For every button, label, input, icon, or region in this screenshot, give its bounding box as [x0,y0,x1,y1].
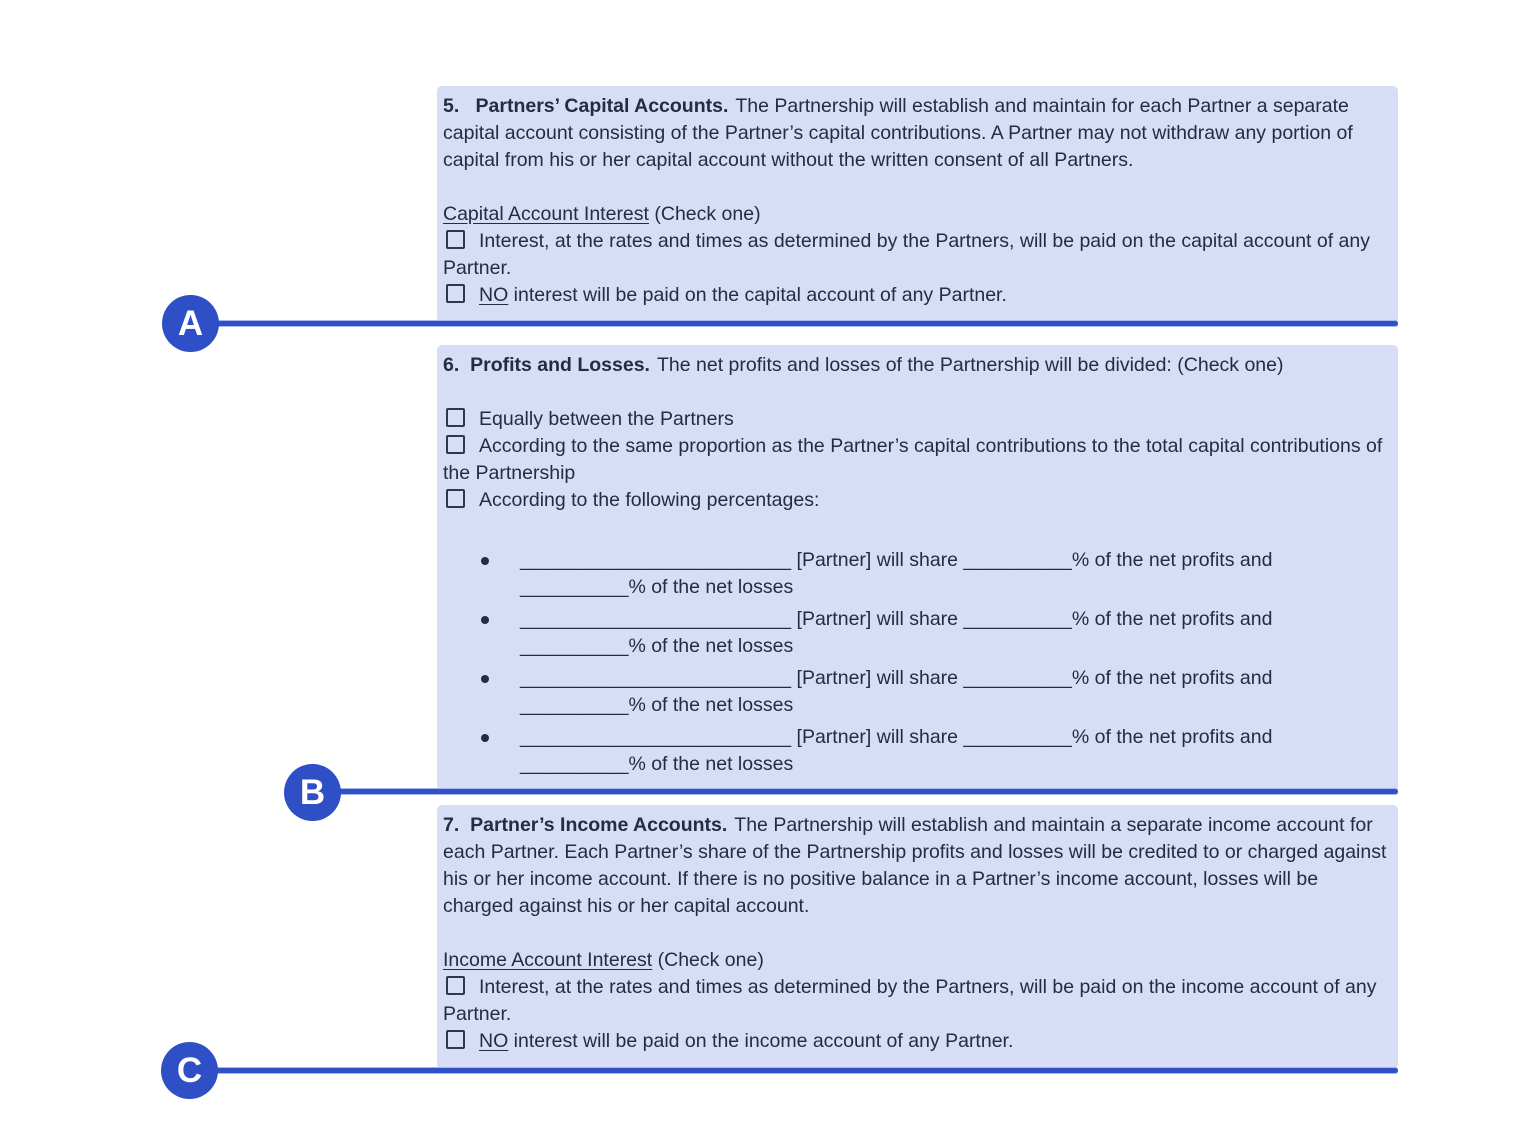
badge-c-label: C [176,1050,203,1090]
option-label: According to the following percentages: [479,489,820,511]
spacer [443,174,1388,201]
bullet-dot [481,616,489,624]
checkbox[interactable] [446,976,465,995]
bullet-dot [481,734,489,742]
capital-interest-option-2 [443,282,1388,309]
checkbox[interactable] [446,1030,465,1049]
badge-a-label: A [177,303,204,343]
section-7-body: The Partnership will establish and maintain a separate income account for each Partner. Each Partner’s share of the Partnership profits and losses will be credited to or charged against his or her income account. If there is no positive balance in a Partner’s income account, losses will be charged against his or her capital account. [443,814,1387,917]
bullet-dot [481,675,489,683]
percentage-bullet [481,547,1388,601]
section-5-paragraph [443,93,1388,174]
percentage-bullet [481,724,1388,778]
option-label: Equally between the Partners [479,408,734,430]
section-7-heading: 7. Partner’s Income Accounts. [443,814,728,836]
bullet-blank-line-2[interactable]: __________% of the net losses [520,753,794,775]
check-one-note: (Check one) [657,949,764,971]
annotation-badge-b [284,764,341,821]
check-one-note: (Check one) [654,203,761,225]
capital-account-interest-line [443,201,1388,228]
bullet-blank-line-1[interactable]: _________________________ [Partner] will share __________% of the net profits and [520,726,1273,748]
bullet-blank-line-2[interactable]: __________% of the net losses [520,635,794,657]
bullet-blank-line-2[interactable]: __________% of the net losses [520,576,794,598]
annotation-line-c [189,1068,1398,1073]
bullet-blank-line-2[interactable]: __________% of the net losses [520,694,794,716]
option-label: interest will be paid on the capital account of any Partner. [508,284,1007,306]
bullet-blank-line-1[interactable]: _________________________ [Partner] will share __________% of the net profits and [520,608,1273,630]
income-interest-option-1 [443,974,1388,1028]
option-label: Interest, at the rates and times as determined by the Partners, will be paid on the capital account of any Partner. [443,230,1371,279]
percentage-bullet [481,606,1388,660]
section-partners-capital-accounts [437,86,1398,323]
annotation-line-a [190,321,1398,326]
annotation-line-b [312,789,1398,794]
section-6-paragraph [443,352,1388,379]
annotation-badge-c [161,1042,218,1099]
checkbox[interactable] [446,230,465,249]
section-6-heading: 6. Profits and Losses. [443,354,650,376]
profits-option-proportion [443,433,1388,487]
income-account-interest-line [443,947,1388,974]
checkbox[interactable] [446,284,465,303]
section-profits-and-losses [437,345,1398,791]
percentage-bullet [481,665,1388,719]
bullet-dot [481,557,489,565]
option-label: According to the same proportion as the Partner’s capital contributions to the total capital contributions of the Partnership [443,435,1383,484]
capital-interest-option-1 [443,228,1388,282]
section-5-heading: 5. Partners’ Capital Accounts. [443,95,729,117]
checkbox[interactable] [446,489,465,508]
no-emphasis: NO [479,1030,509,1052]
profits-option-equally [443,406,1388,433]
profits-option-percentages [443,487,1388,514]
capital-account-interest-label: Capital Account Interest [443,203,649,225]
section-6-body: The net profits and losses of the Partnership will be divided: (Check one) [656,354,1284,376]
spacer [443,379,1388,406]
income-interest-option-2 [443,1028,1388,1055]
option-label: interest will be paid on the income account of any Partner. [508,1030,1014,1052]
annotation-badge-a [162,295,219,352]
checkbox[interactable] [446,435,465,454]
no-emphasis: NO [479,284,509,306]
checkbox[interactable] [446,408,465,427]
income-account-interest-label: Income Account Interest [443,949,653,971]
spacer [443,920,1388,947]
percentage-bullet-list [443,547,1388,778]
option-label: Interest, at the rates and times as determined by the Partners, will be paid on the income account of any Partner. [443,976,1377,1025]
spacer [443,514,1388,547]
section-7-paragraph [443,812,1388,920]
bullet-blank-line-1[interactable]: _________________________ [Partner] will share __________% of the net profits and [520,549,1273,571]
section-partners-income-accounts [437,805,1398,1069]
bullet-blank-line-1[interactable]: _________________________ [Partner] will share __________% of the net profits and [520,667,1273,689]
section-5-body: The Partnership will establish and maintain for each Partner a separate capital account consisting of the Partner’s capital contributions. A Partner may not withdraw any portion of capital from his or her capital account without the written consent of all Partners. [443,95,1353,171]
badge-b-label: B [299,772,326,812]
